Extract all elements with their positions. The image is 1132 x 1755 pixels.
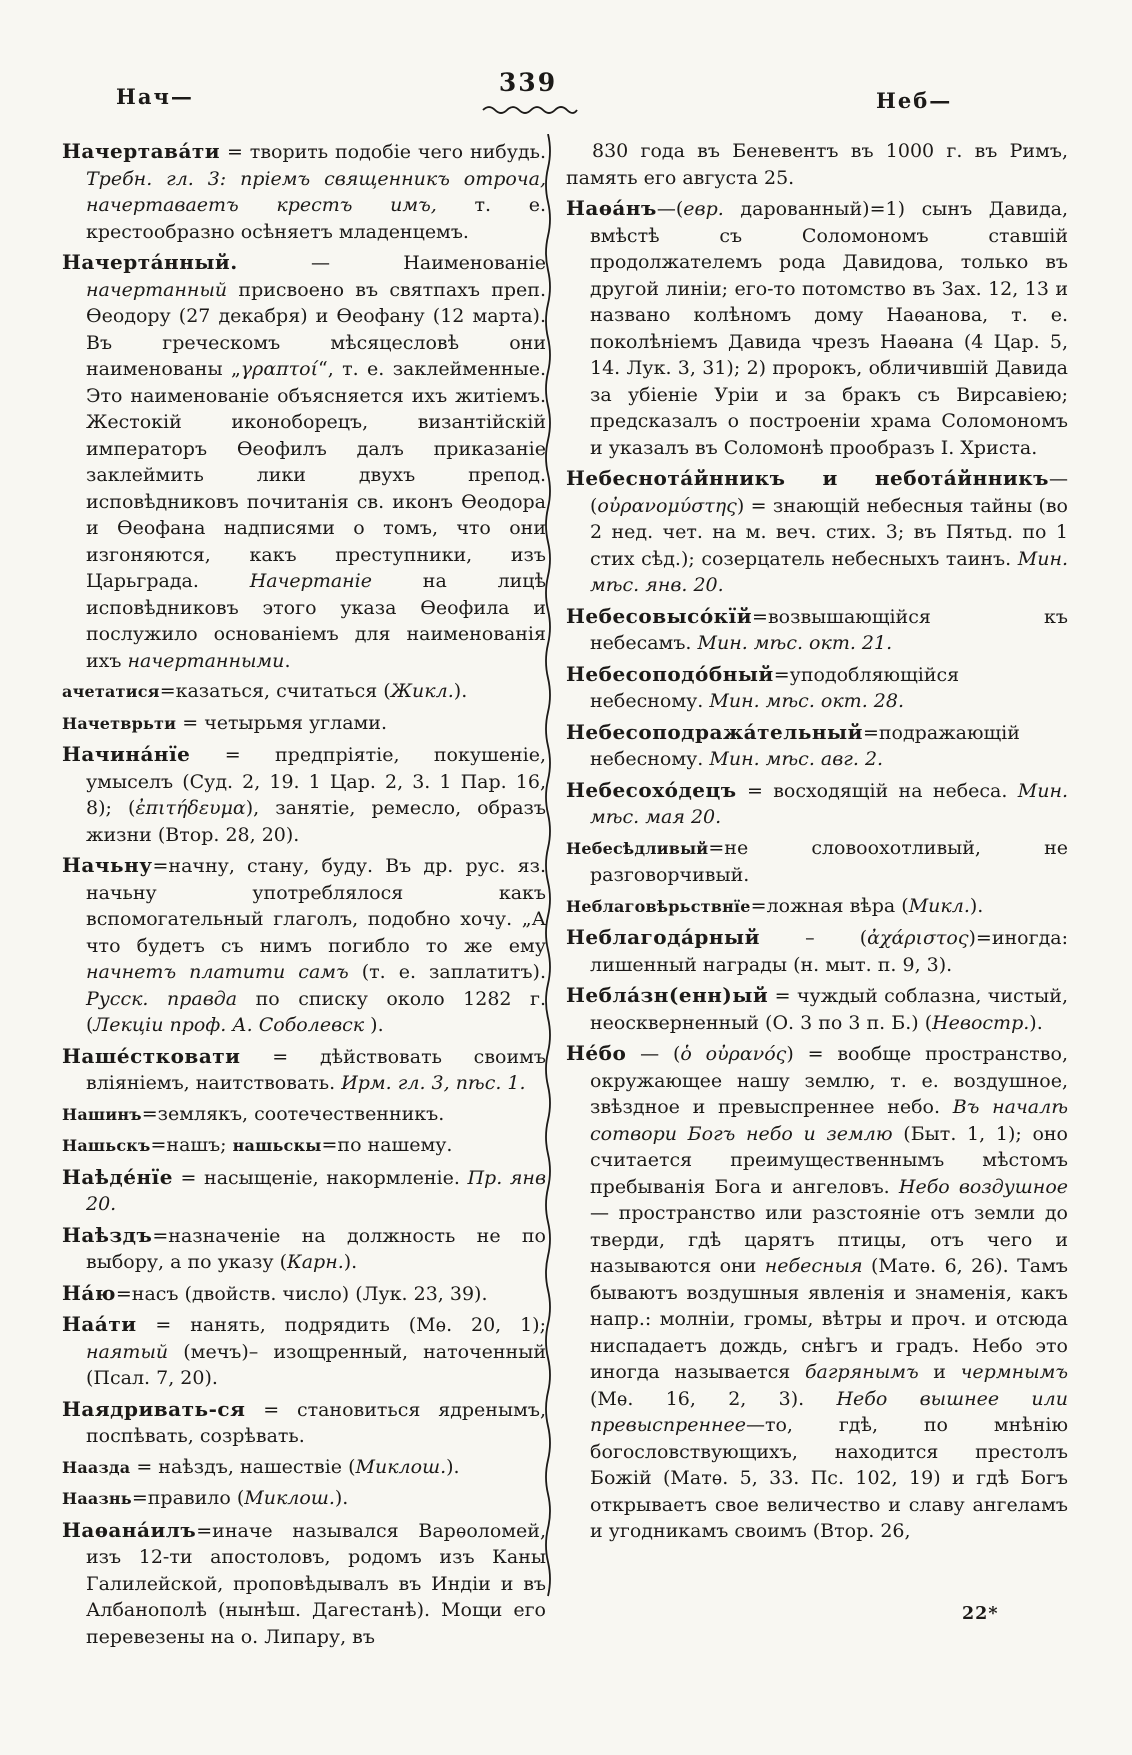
text-segment: на лицѣ исповѣдниковъ этого указа Ѳеофила и послужило основаніемъ для наименованія ихъ (86, 570, 546, 672)
text-segment: “, т. е. заклейменные. Это наименованіе объясняется ихъ житіемъ. Жестокій иконоборецъ, византійскій императоръ Ѳеофилъ далъ приказаніе заклеймить лики двухъ препод. исповѣдниковъ почитанія св. иконъ Ѳеодора и Ѳеофана надписями о томъ, что они изгоняются, какъ преступники, изъ Царьграда. (86, 358, 546, 592)
dictionary-entry (62, 678, 546, 706)
greek-term: ὁ οὐρανός (680, 1043, 787, 1065)
headword: Небесѣдливый (566, 838, 709, 858)
text-segment: — Наименованіе (237, 252, 546, 274)
citation: небесныя (764, 1255, 863, 1277)
headword: Не́бо (566, 1041, 627, 1065)
text-segment: = восходящій на небеса. (736, 779, 1018, 802)
text-segment: ). (343, 1251, 358, 1273)
headword: нашьскы (232, 1136, 322, 1155)
text-segment: ) = вообще пространство, окружающее нашу землю, т. е. воздушное, звѣздное и превыспреннее небо. (590, 1043, 1068, 1118)
citation: Невостр. (932, 1011, 1030, 1034)
text-segment: — пространство или разстояніе отъ земли до тверди, гдѣ царятъ птицы, отъ чего и называются они (590, 1202, 1068, 1277)
dictionary-entry (566, 465, 1068, 599)
headword: Начетврьти (62, 713, 177, 733)
text-segment: =уподобляющійся небесному. (590, 663, 960, 712)
citation: Мин. мѣс. мая 20. (590, 779, 1068, 828)
text-segment: = дѣйствовать своимъ вліяніемъ, наитствовать. (86, 1045, 546, 1094)
text-segment: = творить подобіе чего нибудь. (220, 141, 546, 163)
citation: начертанными (127, 649, 285, 672)
text-segment: =ложная вѣра ( (750, 894, 909, 917)
dictionary-entry (62, 249, 546, 674)
text-segment: ), занятіе, ремесло, образъ жизни (Втор. 28, 20). (86, 797, 546, 846)
text-segment: =подражающій небесному. (590, 721, 1020, 770)
text-segment: (Быт. 1, 1); оно считается преимущественнымъ мѣстомъ пребыванія Бога и ангеловъ. (590, 1122, 1068, 1198)
page-number: 339 (498, 68, 558, 97)
text-segment: ). (334, 1487, 349, 1509)
dictionary-entry (566, 195, 1068, 461)
headword: Начина́нїе (62, 742, 191, 766)
citation: Лекціи проф. А. Соболевск (93, 1014, 365, 1036)
headword: Неблагода́рный (566, 925, 760, 949)
text-segment: =возвышающійся къ небесамъ. (590, 605, 1068, 654)
citation: Начертаніе (249, 570, 373, 592)
headword: Начерта́нный. (62, 250, 238, 274)
text-segment: (мечъ)– изощренный, наточенный (Псал. 7, 20). (86, 1340, 546, 1389)
headword: Неблаговѣрьствнїе (566, 896, 751, 916)
citation: начнетъ платити самъ (86, 961, 349, 983)
text-segment: ). (364, 1014, 384, 1036)
text-segment: = насыщеніе, накормленіе. (172, 1166, 468, 1189)
headword: ачетатися (62, 682, 160, 701)
dictionary-entry (62, 1517, 546, 1651)
text-segment: т. е. крестообразно осѣняетъ младенцемъ. (86, 194, 547, 243)
dictionary-entry (566, 893, 1068, 921)
text-segment: ). (453, 680, 468, 702)
citation: чермнымъ (960, 1361, 1068, 1383)
headword: На́ю (62, 1280, 116, 1305)
citation: Въ началѣ сотвори Богъ небо и землю (590, 1096, 1068, 1145)
text-segment: ). (1029, 1011, 1043, 1034)
text-segment: 830 года въ Беневентъ въ 1000 г. въ Римъ, память его августа 25. (566, 140, 1068, 189)
dictionary-entry (566, 924, 1068, 978)
text-segment: = четырьмя углами. (176, 711, 387, 734)
text-segment: =казаться, считаться ( (159, 680, 391, 702)
citation: багрянымъ (804, 1361, 919, 1383)
dictionary-entry (62, 138, 546, 245)
headword: Небесоподража́тельный (566, 719, 863, 744)
dictionary-entry (62, 1043, 546, 1097)
guide-word-left: Нач— (116, 84, 194, 109)
headword: Наазда (62, 1457, 131, 1477)
dictionary-entry (62, 1485, 546, 1513)
text-segment: — ( (626, 1043, 681, 1065)
text-segment: ). (446, 1455, 460, 1478)
text-segment: =по нашему. (321, 1134, 453, 1156)
column-right (566, 138, 1068, 1549)
text-segment: присвоено въ святпахъ преп. Ѳеодору (27 декабря) и Ѳеофану (12 марта). Въ греческомъ мѣсяцесловѣ они наименованы „ (86, 278, 546, 380)
guide-word-right: Неб— (876, 88, 953, 113)
dictionary-entry (566, 661, 1068, 715)
headword: Наа́ти (62, 1312, 137, 1336)
headword: Наазнь (62, 1489, 132, 1508)
citation: Жикл. (390, 680, 454, 702)
page-number-underline (482, 102, 578, 116)
text-segment: =назначеніе на должность не по выбору, а по указу ( (86, 1224, 546, 1273)
citation: Небо воздушное (898, 1175, 1068, 1198)
dictionary-entry (62, 1454, 546, 1482)
dictionary-entry (62, 1132, 546, 1160)
headword: Небла́зн(енн)ый (566, 983, 769, 1007)
greek-term: γραπτοί (240, 358, 319, 380)
headword: Небесоподо́бный (566, 661, 774, 686)
greek-term: οὐρανομύστης (597, 494, 737, 517)
text-segment: =начну, стану, буду. Въ др. рус. яз. начьну употреблялося какъ вспомогательный глаголъ, подобно хочу. „А что будетъ съ нимъ погибло то же ему (86, 855, 546, 957)
column-left (62, 138, 546, 1654)
citation: Мин. мѣс. окт. 21. (697, 632, 893, 654)
headword: Наѳана́илъ (62, 1517, 197, 1542)
text-segment: (т. е. заплатитъ). (348, 961, 546, 983)
continuation-paragraph (566, 138, 1068, 191)
text-segment: ). (969, 894, 984, 917)
dictionary-entry (62, 852, 546, 1039)
dictionary-entry (566, 777, 1068, 831)
citation: Мин. мѣс. окт. 28. (709, 690, 904, 712)
headword: Небеснота́йнникъ и небота́йнникъ (566, 466, 1049, 490)
text-segment: – ( (759, 927, 868, 949)
headword: Небесовысо́кїй (566, 603, 753, 628)
headword: Нашьскъ (62, 1136, 151, 1155)
citation: начертанный (86, 278, 228, 301)
dictionary-entry (62, 1396, 546, 1450)
dictionary-entry (566, 1040, 1068, 1545)
headword: Начьну (62, 853, 153, 877)
citation: евр. (683, 198, 724, 220)
headword: Начертава́ти (62, 139, 221, 163)
headword: Наядривать-ся (62, 1396, 246, 1421)
citation: Русск. правда (86, 987, 238, 1010)
dictionary-entry (566, 603, 1068, 657)
headword: Наѳа́нъ (566, 196, 657, 220)
text-segment: и (918, 1361, 961, 1383)
text-segment: )=иногда: лишенный награды (н. мыт. п. 9, 3). (590, 927, 1068, 976)
text-segment: дарованный)=1) сынъ Давида, вмѣстѣ съ Соломономъ ставшій продолжателемъ рода Давидова, только въ другой линіи; его-то потомство въ Зах. 12, 13 и названо колѣномъ дому Наѳанова, т. е. поколѣніемъ Давида чрезъ Наѳана (4 Цар. 5, 14. Лук. 3, 31); 2) пророкъ, обличившій Давида за убіеніе Уріи и за бракъ съ Вирсавіею; предсказалъ о построеніи храма Соломономъ и указалъ въ Соломонѣ прообразъ I. Христа. (590, 198, 1068, 459)
greek-term: ἐπιτήδευμα (135, 797, 246, 819)
text-segment: —( (590, 468, 1068, 517)
citation: Миклош. (355, 1455, 447, 1478)
citation: Ирм. гл. 3, пѣс. 1. (341, 1072, 526, 1094)
headword: Нашинъ (62, 1104, 142, 1124)
citation: Небо вышнее или превыспреннее (590, 1387, 1068, 1436)
dictionary-entry (62, 1164, 546, 1218)
citation: Мин. мѣс. янв. 20. (590, 547, 1068, 596)
headword: Наѣздъ (62, 1222, 153, 1247)
text-segment: по списку около 1282 г. ( (86, 987, 547, 1036)
dictionary-entry (566, 719, 1068, 773)
citation: Карн. (287, 1251, 344, 1273)
citation: Мин. мѣс. авг. 2. (709, 748, 884, 770)
dictionary-entry (62, 1222, 546, 1276)
headword: Наѣде́нїе (62, 1164, 173, 1189)
citation: наятый (86, 1340, 169, 1363)
citation: Пр. янв 20. (86, 1166, 546, 1215)
text-segment: = нанять, подрядить (Мѳ. 20, 1); (136, 1314, 546, 1336)
text-segment: = предпріятіе, покушеніе, умыселъ (Суд. 2, 19. 1 Цар. 2, 3. 1 Пар. 16, 8); ( (86, 744, 546, 819)
text-segment: =насъ (двойств. число) (Лук. 23, 39). (115, 1282, 488, 1305)
text-segment: . (284, 649, 291, 672)
dictionary-entry (62, 710, 546, 738)
dictionary-entry (62, 1280, 546, 1308)
text-segment: —( (656, 198, 684, 220)
text-segment: —то, гдѣ, по мнѣнію богословствующихъ, находится престолъ Божій (Матѳ. 5, 33. Пс. 102, 19) и гдѣ Богъ открываетъ свое величество и славу ангеламъ и угодникамъ своимъ (Втор. 26, (590, 1414, 1068, 1542)
text-segment: =иначе назывался Варѳоломей, изъ 12-ти апостоловъ, родомъ изъ Каны Галилейской, проповѣдывалъ въ Индіи и въ Албанополѣ (нынѣш. Дагестанѣ). Мощи его перевезены на о. Липару, въ (86, 1519, 546, 1648)
text-segment: =правило ( (131, 1487, 245, 1509)
signature-mark: 22* (962, 1604, 999, 1624)
headword: Наше́стковати (62, 1043, 241, 1068)
text-segment: =не словоохотливый, не разговорчивый. (590, 836, 1068, 886)
text-segment: = становиться ядренымъ, поспѣвать, созрѣвать. (86, 1398, 546, 1447)
dictionary-entry (62, 1311, 546, 1392)
headword: Небесохо́децъ (566, 777, 737, 802)
text-segment: (Матѳ. 6, 26). Тамъ бываютъ воздушныя явленія и знаменія, какъ напр.: молніи, громы, вѣтры и проч. и отсюда ниспадаетъ дождь, снѣгъ и градъ. Небо это иногда называется (590, 1255, 1068, 1383)
text-segment: =землякъ, соотечественникъ. (141, 1102, 445, 1125)
text-segment: = наѣздъ, нашествіе ( (130, 1455, 356, 1478)
dictionary-entry (62, 1101, 546, 1129)
citation: Микл. (908, 894, 970, 917)
text-segment: ) = знающій небесныя тайны (во 2 нед. чет. на м. веч. стих. 3; въ Пятьд. по 1 стих сѣд.); созерцатель небесныхъ таинъ. (590, 494, 1068, 570)
citation: Требн. гл. 3: пріемъ священникъ отроча, начертаваетъ крестъ имъ, (86, 167, 546, 216)
text-segment: = чуждый соблазна, чистый, неоскверненный (О. 3 по 3 п. Б.) ( (590, 985, 1068, 1034)
greek-term: ἀχάριστος (867, 927, 969, 949)
dictionary-entry (566, 982, 1068, 1036)
text-segment: (Мѳ. 16, 2, 3). (590, 1387, 837, 1410)
citation: Миклош. (244, 1487, 335, 1509)
dictionary-entry (62, 741, 546, 848)
dictionary-entry (566, 835, 1068, 889)
text-segment: =нашъ; (150, 1134, 233, 1156)
